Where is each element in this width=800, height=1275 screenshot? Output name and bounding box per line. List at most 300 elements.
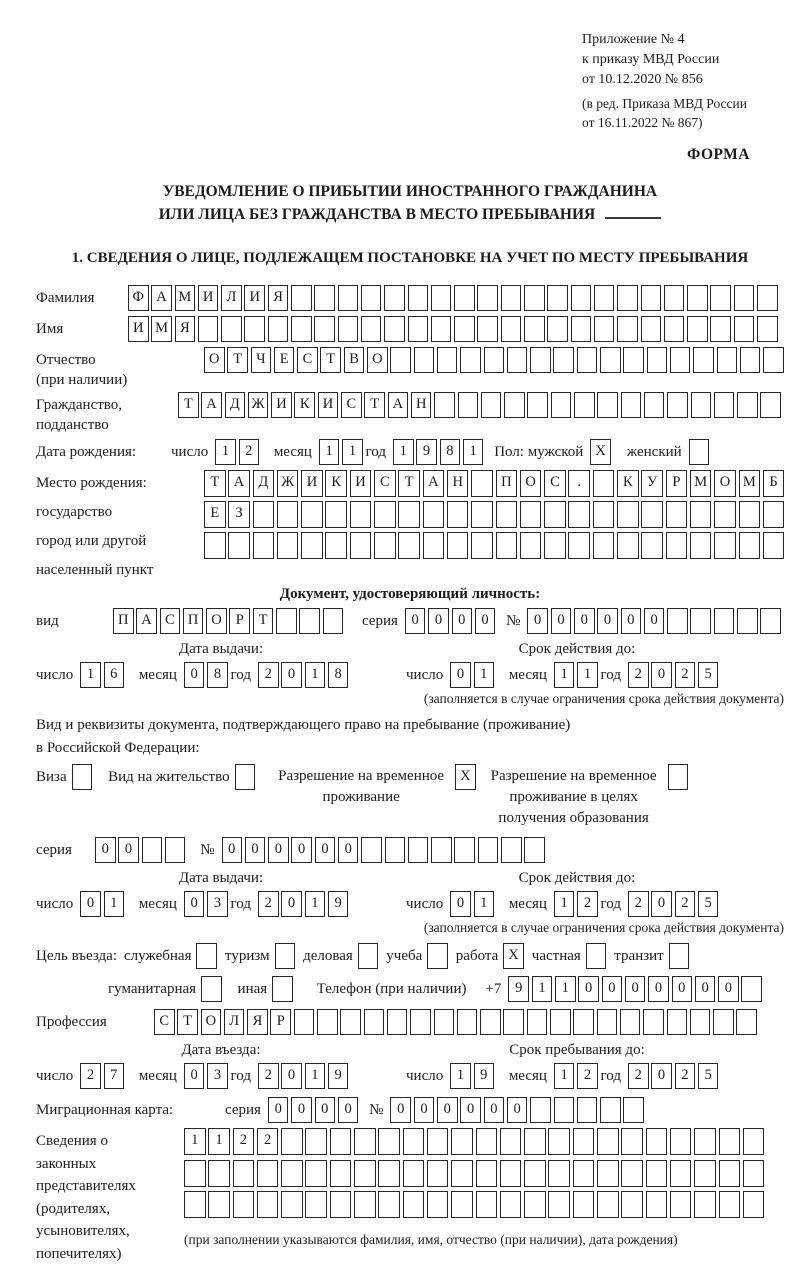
birthplace-cell[interactable] (471, 501, 493, 528)
birth-month-cell[interactable]: 1 (342, 439, 363, 465)
representatives-cell[interactable] (184, 1191, 206, 1218)
doc-series-cell[interactable]: 0 (452, 608, 473, 634)
birthplace-cell[interactable]: А (228, 470, 250, 497)
birthplace-cell[interactable] (739, 532, 761, 559)
citizenship-cell[interactable]: И (271, 392, 292, 418)
representatives-cell[interactable] (743, 1128, 765, 1155)
doc-series-cell[interactable]: 0 (428, 608, 449, 634)
lastname-cell[interactable]: М (175, 285, 196, 311)
representatives-cell[interactable] (451, 1128, 473, 1155)
middlename-cell[interactable]: С (297, 347, 318, 373)
firstname-cell[interactable] (664, 316, 685, 342)
doc-number-cell[interactable] (737, 608, 758, 634)
doc-number-cell[interactable] (667, 608, 688, 634)
visa-box[interactable] (72, 764, 93, 790)
issue-day-cell[interactable]: 6 (104, 662, 125, 688)
birthplace-cell[interactable] (544, 501, 566, 528)
issue-year-cell[interactable]: 1 (305, 662, 326, 688)
stay-year-cell[interactable]: 2 (675, 1063, 696, 1089)
lastname-cell[interactable] (291, 285, 312, 311)
profession-cell[interactable]: Я (247, 1009, 268, 1035)
birthplace-cell[interactable] (325, 501, 347, 528)
birthplace-cell[interactable] (423, 501, 445, 528)
issue-year-cell[interactable]: 0 (281, 662, 302, 688)
representatives-cell[interactable] (548, 1191, 570, 1218)
birthplace-cell[interactable] (398, 532, 420, 559)
profession-cell[interactable] (527, 1009, 548, 1035)
citizenship-cell[interactable] (691, 392, 712, 418)
firstname-cell[interactable] (594, 316, 615, 342)
birthplace-cell[interactable] (374, 532, 396, 559)
citizenship-cell[interactable] (527, 392, 548, 418)
birth-year-cell[interactable]: 1 (463, 439, 484, 465)
lastname-cell[interactable] (664, 285, 685, 311)
citizenship-cell[interactable] (458, 392, 479, 418)
middlename-cell[interactable] (460, 347, 481, 373)
res-number-cell[interactable]: 0 (245, 837, 266, 863)
middlename-cell[interactable]: В (344, 347, 365, 373)
birthplace-cell[interactable]: И (350, 470, 372, 497)
firstname-cell[interactable] (244, 316, 265, 342)
firstname-cell[interactable] (757, 316, 778, 342)
doc-type-cell[interactable]: О (206, 608, 227, 634)
citizenship-cell[interactable] (481, 392, 502, 418)
middlename-cell[interactable] (670, 347, 691, 373)
profession-cell[interactable] (573, 1009, 594, 1035)
citizenship-cell[interactable] (667, 392, 688, 418)
birthplace-cell[interactable]: С (374, 470, 396, 497)
representatives-cell[interactable] (573, 1128, 595, 1155)
doc-type-cell[interactable]: Р (229, 608, 250, 634)
doc-number-cell[interactable]: 0 (527, 608, 548, 634)
res-number-cell[interactable] (385, 837, 406, 863)
birthplace-cell[interactable]: З (228, 501, 250, 528)
birthplace-cell[interactable] (253, 532, 275, 559)
citizenship-cell[interactable] (574, 392, 595, 418)
phone-cell[interactable]: 0 (648, 976, 669, 1002)
lastname-cell[interactable] (524, 285, 545, 311)
mc-series-cell[interactable]: 0 (268, 1097, 289, 1123)
representatives-cell[interactable] (208, 1160, 230, 1187)
birthplace-cell[interactable] (593, 470, 615, 497)
lastname-cell[interactable] (361, 285, 382, 311)
entry-month-cell[interactable]: 3 (207, 1063, 228, 1089)
firstname-cell[interactable] (221, 316, 242, 342)
representatives-cell[interactable] (719, 1128, 741, 1155)
representatives-cell[interactable] (403, 1160, 425, 1187)
middlename-cell[interactable] (484, 347, 505, 373)
middlename-cell[interactable] (530, 347, 551, 373)
middlename-cell[interactable] (414, 347, 435, 373)
birthplace-cell[interactable] (617, 501, 639, 528)
lastname-cell[interactable]: И (244, 285, 265, 311)
representatives-cell[interactable] (330, 1160, 352, 1187)
issue-year-cell[interactable]: 2 (258, 662, 279, 688)
res-number-cell[interactable]: 0 (291, 837, 312, 863)
representatives-cell[interactable] (524, 1191, 546, 1218)
res-issue-year-cell[interactable]: 0 (281, 891, 302, 917)
res-valid-year-cell[interactable]: 0 (651, 891, 672, 917)
birthplace-cell[interactable] (763, 532, 785, 559)
phone-cell[interactable]: 1 (555, 976, 576, 1002)
representatives-cell[interactable] (500, 1191, 522, 1218)
profession-cell[interactable] (667, 1009, 688, 1035)
profession-cell[interactable]: Т (177, 1009, 198, 1035)
lastname-cell[interactable] (501, 285, 522, 311)
middlename-cell[interactable] (693, 347, 714, 373)
citizenship-cell[interactable]: Н (411, 392, 432, 418)
representatives-cell[interactable] (378, 1128, 400, 1155)
res-number-cell[interactable]: 0 (338, 837, 359, 863)
purpose-business-box[interactable] (358, 943, 379, 969)
mc-number-cell[interactable]: 0 (414, 1097, 435, 1123)
birthplace-cell[interactable]: М (739, 470, 761, 497)
entry-day-cell[interactable]: 2 (80, 1063, 101, 1089)
birthplace-cell[interactable] (277, 532, 299, 559)
lastname-cell[interactable] (594, 285, 615, 311)
birthplace-cell[interactable] (301, 501, 323, 528)
representatives-cell[interactable] (305, 1128, 327, 1155)
representatives-cell[interactable] (184, 1160, 206, 1187)
birthplace-cell[interactable] (277, 501, 299, 528)
citizenship-cell[interactable]: Т (178, 392, 199, 418)
firstname-cell[interactable] (617, 316, 638, 342)
res-issue-year-cell[interactable]: 9 (328, 891, 349, 917)
res-issue-month-cell[interactable]: 0 (184, 891, 205, 917)
profession-cell[interactable] (317, 1009, 338, 1035)
citizenship-cell[interactable]: Ж (248, 392, 269, 418)
firstname-cell[interactable] (547, 316, 568, 342)
representatives-cell[interactable] (427, 1160, 449, 1187)
res-valid-year-cell[interactable]: 5 (698, 891, 719, 917)
profession-cell[interactable] (550, 1009, 571, 1035)
firstname-cell[interactable] (431, 316, 452, 342)
birthplace-cell[interactable]: Д (253, 470, 275, 497)
birthplace-cell[interactable] (666, 532, 688, 559)
birth-day-cell[interactable]: 1 (215, 439, 236, 465)
profession-cell[interactable]: С (154, 1009, 175, 1035)
citizenship-cell[interactable] (714, 392, 735, 418)
lastname-cell[interactable]: Л (221, 285, 242, 311)
birthplace-cell[interactable] (398, 501, 420, 528)
profession-cell[interactable] (294, 1009, 315, 1035)
profession-cell[interactable] (736, 1009, 757, 1035)
gender-male-box[interactable]: X (590, 439, 611, 465)
birthplace-cell[interactable] (350, 501, 372, 528)
profession-cell[interactable]: Р (270, 1009, 291, 1035)
profession-cell[interactable] (503, 1009, 524, 1035)
birthplace-cell[interactable] (325, 532, 347, 559)
birthplace-cell[interactable] (568, 501, 590, 528)
res-number-cell[interactable] (478, 837, 499, 863)
middlename-cell[interactable] (623, 347, 644, 373)
entry-year-cell[interactable]: 9 (328, 1063, 349, 1089)
birthplace-cell[interactable] (641, 501, 663, 528)
lastname-cell[interactable] (571, 285, 592, 311)
birthplace-cell[interactable] (228, 532, 250, 559)
firstname-cell[interactable] (198, 316, 219, 342)
res-issue-month-cell[interactable]: 3 (207, 891, 228, 917)
birthplace-cell[interactable]: Т (204, 470, 226, 497)
citizenship-cell[interactable] (760, 392, 781, 418)
entry-day-cell[interactable]: 7 (104, 1063, 125, 1089)
valid-month-cell[interactable]: 1 (554, 662, 575, 688)
representatives-cell[interactable] (427, 1191, 449, 1218)
firstname-cell[interactable]: М (151, 316, 172, 342)
res-issue-year-cell[interactable]: 1 (305, 891, 326, 917)
middlename-cell[interactable]: Т (227, 347, 248, 373)
res-valid-day-cell[interactable]: 0 (450, 891, 471, 917)
lastname-cell[interactable] (734, 285, 755, 311)
birthplace-cell[interactable] (617, 532, 639, 559)
doc-type-cell[interactable] (323, 608, 344, 634)
representatives-cell[interactable] (719, 1191, 741, 1218)
purpose-private-box[interactable] (586, 943, 607, 969)
lastname-cell[interactable]: И (198, 285, 219, 311)
citizenship-cell[interactable] (737, 392, 758, 418)
birthplace-cell[interactable] (641, 532, 663, 559)
issue-year-cell[interactable]: 8 (328, 662, 349, 688)
citizenship-cell[interactable]: К (294, 392, 315, 418)
lastname-cell[interactable] (314, 285, 335, 311)
lastname-cell[interactable] (617, 285, 638, 311)
profession-cell[interactable] (340, 1009, 361, 1035)
purpose-official-box[interactable] (196, 943, 217, 969)
doc-type-cell[interactable] (299, 608, 320, 634)
birthplace-cell[interactable]: У (641, 470, 663, 497)
representatives-cell[interactable] (403, 1191, 425, 1218)
firstname-cell[interactable] (641, 316, 662, 342)
birthplace-cell[interactable] (301, 532, 323, 559)
doc-type-cell[interactable]: П (183, 608, 204, 634)
representatives-cell[interactable] (621, 1128, 643, 1155)
representatives-cell[interactable] (548, 1128, 570, 1155)
profession-cell[interactable] (713, 1009, 734, 1035)
representatives-cell[interactable] (427, 1128, 449, 1155)
representatives-cell[interactable] (573, 1160, 595, 1187)
temp-residence-box[interactable]: X (455, 764, 476, 790)
representatives-cell[interactable] (524, 1160, 546, 1187)
lastname-cell[interactable]: Ф (128, 285, 149, 311)
citizenship-cell[interactable]: Д (225, 392, 246, 418)
citizenship-cell[interactable] (504, 392, 525, 418)
profession-cell[interactable] (597, 1009, 618, 1035)
birthplace-cell[interactable] (690, 532, 712, 559)
firstname-cell[interactable] (361, 316, 382, 342)
middlename-cell[interactable] (507, 347, 528, 373)
representatives-cell[interactable] (597, 1160, 619, 1187)
citizenship-cell[interactable]: И (318, 392, 339, 418)
profession-cell[interactable] (620, 1009, 641, 1035)
birthplace-cell[interactable] (496, 501, 518, 528)
birthplace-cell[interactable]: М (690, 470, 712, 497)
firstname-cell[interactable] (687, 316, 708, 342)
res-series-cell[interactable]: 0 (118, 837, 139, 863)
middlename-cell[interactable] (600, 347, 621, 373)
representatives-cell[interactable] (500, 1160, 522, 1187)
doc-type-cell[interactable]: С (160, 608, 181, 634)
doc-type-cell[interactable]: Т (253, 608, 274, 634)
profession-cell[interactable] (434, 1009, 455, 1035)
mc-number-cell[interactable] (554, 1097, 575, 1123)
representatives-cell[interactable] (305, 1160, 327, 1187)
birthplace-cell[interactable] (447, 532, 469, 559)
representatives-cell[interactable] (305, 1191, 327, 1218)
firstname-cell[interactable]: И (128, 316, 149, 342)
birthplace-cell[interactable] (763, 501, 785, 528)
purpose-humanitarian-box[interactable] (201, 976, 222, 1002)
res-number-cell[interactable] (361, 837, 382, 863)
lastname-cell[interactable] (408, 285, 429, 311)
citizenship-cell[interactable] (621, 392, 642, 418)
lastname-cell[interactable] (477, 285, 498, 311)
representatives-cell[interactable] (743, 1160, 765, 1187)
citizenship-cell[interactable] (434, 392, 455, 418)
mc-number-cell[interactable]: 0 (484, 1097, 505, 1123)
doc-number-cell[interactable] (690, 608, 711, 634)
birthplace-cell[interactable]: К (325, 470, 347, 497)
birthplace-cell[interactable]: Р (666, 470, 688, 497)
representatives-cell[interactable] (670, 1191, 692, 1218)
res-number-cell[interactable] (501, 837, 522, 863)
phone-cell[interactable]: 0 (718, 976, 739, 1002)
birthplace-cell[interactable] (204, 532, 226, 559)
citizenship-cell[interactable] (551, 392, 572, 418)
res-series-cell[interactable]: 0 (95, 837, 116, 863)
representatives-cell[interactable] (354, 1160, 376, 1187)
representatives-cell[interactable] (208, 1191, 230, 1218)
representatives-cell[interactable]: 1 (184, 1128, 206, 1155)
representatives-cell[interactable] (500, 1128, 522, 1155)
lastname-cell[interactable] (710, 285, 731, 311)
middlename-cell[interactable]: Е (274, 347, 295, 373)
representatives-cell[interactable] (233, 1191, 255, 1218)
firstname-cell[interactable] (501, 316, 522, 342)
representatives-cell[interactable] (330, 1128, 352, 1155)
mc-series-cell[interactable]: 0 (338, 1097, 359, 1123)
doc-type-cell[interactable]: А (136, 608, 157, 634)
phone-cell[interactable]: 0 (578, 976, 599, 1002)
representatives-cell[interactable] (233, 1160, 255, 1187)
lastname-cell[interactable] (431, 285, 452, 311)
valid-year-cell[interactable]: 2 (628, 662, 649, 688)
representatives-cell[interactable] (257, 1191, 279, 1218)
stay-month-cell[interactable]: 1 (554, 1063, 575, 1089)
birthplace-cell[interactable]: Н (447, 470, 469, 497)
res-number-cell[interactable]: 0 (268, 837, 289, 863)
phone-cell[interactable]: 1 (532, 976, 553, 1002)
middlename-cell[interactable]: О (367, 347, 388, 373)
doc-series-cell[interactable]: 0 (475, 608, 496, 634)
citizenship-cell[interactable] (644, 392, 665, 418)
birthplace-cell[interactable]: П (496, 470, 518, 497)
res-issue-day-cell[interactable]: 0 (80, 891, 101, 917)
valid-year-cell[interactable]: 5 (698, 662, 719, 688)
mc-number-cell[interactable]: 0 (460, 1097, 481, 1123)
res-number-cell[interactable]: 0 (222, 837, 243, 863)
stay-day-cell[interactable]: 9 (474, 1063, 495, 1089)
birthplace-cell[interactable]: О (714, 470, 736, 497)
mc-number-cell[interactable] (623, 1097, 644, 1123)
firstname-cell[interactable] (268, 316, 289, 342)
issue-day-cell[interactable]: 1 (80, 662, 101, 688)
profession-cell[interactable]: Л (224, 1009, 245, 1035)
firstname-cell[interactable] (734, 316, 755, 342)
birthplace-cell[interactable] (496, 532, 518, 559)
phone-cell[interactable] (741, 976, 762, 1002)
birthplace-cell[interactable] (423, 532, 445, 559)
representatives-cell[interactable] (719, 1160, 741, 1187)
phone-cell[interactable]: 0 (695, 976, 716, 1002)
birthplace-cell[interactable] (520, 501, 542, 528)
representatives-cell[interactable] (694, 1128, 716, 1155)
res-number-cell[interactable] (524, 837, 545, 863)
lastname-cell[interactable] (641, 285, 662, 311)
representatives-cell[interactable] (403, 1128, 425, 1155)
stay-year-cell[interactable]: 2 (628, 1063, 649, 1089)
birthplace-cell[interactable]: А (423, 470, 445, 497)
profession-cell[interactable] (480, 1009, 501, 1035)
phone-cell[interactable]: 0 (625, 976, 646, 1002)
doc-type-cell[interactable]: П (113, 608, 134, 634)
birthplace-cell[interactable] (447, 501, 469, 528)
stay-day-cell[interactable]: 1 (450, 1063, 471, 1089)
birth-year-cell[interactable]: 8 (440, 439, 461, 465)
citizenship-cell[interactable]: С (341, 392, 362, 418)
representatives-cell[interactable] (451, 1160, 473, 1187)
firstname-cell[interactable] (477, 316, 498, 342)
representatives-cell[interactable] (476, 1191, 498, 1218)
birthplace-cell[interactable] (350, 532, 372, 559)
representatives-cell[interactable] (281, 1160, 303, 1187)
firstname-cell[interactable] (524, 316, 545, 342)
stay-month-cell[interactable]: 2 (577, 1063, 598, 1089)
birthplace-cell[interactable]: . (568, 470, 590, 497)
middlename-cell[interactable] (717, 347, 738, 373)
birthplace-cell[interactable] (666, 501, 688, 528)
representatives-cell[interactable] (646, 1191, 668, 1218)
birthplace-cell[interactable]: О (520, 470, 542, 497)
stay-year-cell[interactable]: 5 (698, 1063, 719, 1089)
middlename-cell[interactable]: О (204, 347, 225, 373)
valid-day-cell[interactable]: 0 (450, 662, 471, 688)
representatives-cell[interactable] (670, 1128, 692, 1155)
middlename-cell[interactable] (577, 347, 598, 373)
doc-series-cell[interactable]: 0 (405, 608, 426, 634)
representatives-cell[interactable] (597, 1191, 619, 1218)
representatives-cell[interactable]: 2 (257, 1128, 279, 1155)
firstname-cell[interactable] (338, 316, 359, 342)
representatives-cell[interactable] (670, 1160, 692, 1187)
entry-year-cell[interactable]: 1 (305, 1063, 326, 1089)
mc-number-cell[interactable]: 0 (437, 1097, 458, 1123)
mc-series-cell[interactable]: 0 (291, 1097, 312, 1123)
purpose-transit-box[interactable] (669, 943, 690, 969)
phone-cell[interactable]: 0 (672, 976, 693, 1002)
mc-number-cell[interactable]: 0 (390, 1097, 411, 1123)
representatives-cell[interactable]: 2 (233, 1128, 255, 1155)
doc-number-cell[interactable]: 0 (551, 608, 572, 634)
firstname-cell[interactable] (710, 316, 731, 342)
middlename-cell[interactable] (647, 347, 668, 373)
birthplace-cell[interactable] (739, 501, 761, 528)
purpose-other-box[interactable] (272, 976, 293, 1002)
birthplace-cell[interactable] (593, 501, 615, 528)
firstname-cell[interactable] (314, 316, 335, 342)
issue-month-cell[interactable]: 8 (207, 662, 228, 688)
res-series-cell[interactable] (142, 837, 163, 863)
citizenship-cell[interactable]: Т (364, 392, 385, 418)
